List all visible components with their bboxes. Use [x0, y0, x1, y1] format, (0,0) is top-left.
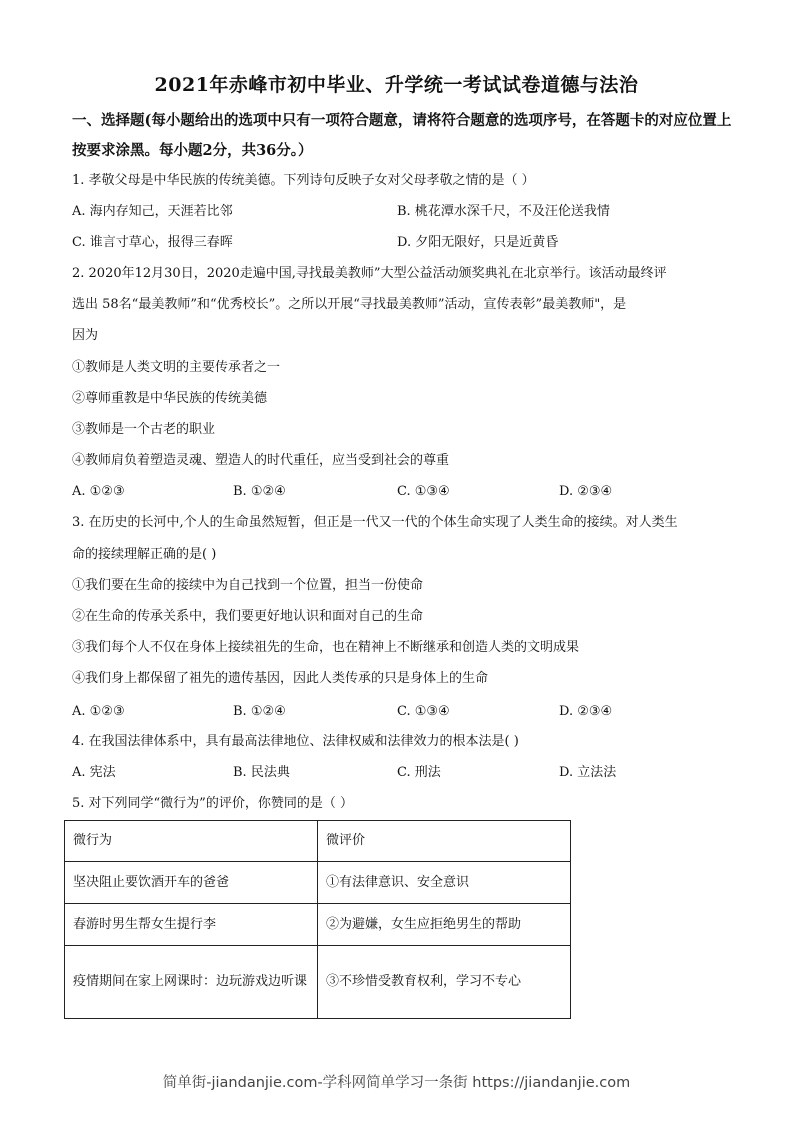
q2-statement-1: ①教师是人类文明的主要传承者之一 — [72, 360, 281, 375]
q4-option-d: D. 立法法 — [559, 765, 617, 780]
table-row — [65, 904, 571, 946]
q2-statement-3: ③教师是一个古老的职业 — [72, 422, 216, 437]
table-header-cell: 微行为 — [65, 821, 318, 862]
q3-option-d: D. ②③④ — [559, 704, 613, 719]
q1-option-d: D. 夕阳无限好，只是近黄昏 — [397, 235, 559, 250]
footer-watermark-text: 简单街-jiandanjie.com-学科网简单学习一条街 https://jiandanjie.com — [162, 1075, 631, 1091]
table-cell: ②为避嫌，女生应拒绝男生的帮助 — [318, 904, 571, 946]
q3-statement-1: ①我们要在生命的接续中为自己找到一个位置，担当一份使命 — [72, 578, 424, 593]
q3-statement-2: ②在生命的传承关系中，我们要更好地认识和面对自己的生命 — [72, 609, 424, 624]
q1-stem: 1. 孝敬父母是中华民族的传统美德。下列诗句反映子女对父母孝敬之情的是（ ） — [72, 173, 535, 188]
q4-stem: 4. 在我国法律体系中，具有最高法律地位、法律权威和法律效力的根本法是( ) — [72, 734, 519, 749]
q3-stem-line1: 3. 在历史的长河中,个人的生命虽然短暂，但正是一代又一代的个体生命实现了人类生命的接续。对人类生 — [72, 515, 678, 530]
q4-option-a: A. 宪法 — [72, 765, 116, 780]
table-header-cell: 微评价 — [318, 821, 571, 862]
q4-option-c: C. 刑法 — [397, 765, 441, 780]
q5-table — [64, 820, 571, 1019]
section-heading: 一、选择题(每小题给出的选项中只有一项符合题意，请将符合题意的选项序号，在答题卡的对应位置上按要求涂黑。每小题2分，共36分。） — [72, 112, 732, 159]
q2-stem-line3: 因为 — [72, 328, 99, 343]
table-header-row — [65, 821, 571, 862]
table-cell: 春游时男生帮女生提行李 — [65, 904, 318, 946]
q2-option-a: A. ①②③ — [72, 484, 125, 499]
q4-option-b: B. 民法典 — [233, 765, 290, 780]
q2-stem-line1: 2. 2020年12月30日，2020走遍中国,寻找最美教师”大型公益活动颁奖典礼在北京举行。该活动最终评 — [72, 266, 667, 281]
q3-option-c: C. ①③④ — [397, 704, 450, 719]
q5-stem: 5. 对下列同学“微行为”的评价，你赞同的是（ ） — [72, 796, 353, 811]
q1-option-a: A. 海内存知己，天涯若比邻 — [72, 204, 233, 219]
table-row — [65, 946, 571, 1019]
q2-statement-4: ④教师肩负着塑造灵魂、塑造人的时代重任，应当受到社会的尊重 — [72, 453, 450, 468]
page-title: 2021年赤峰市初中毕业、升学统一考试试卷道德与法治 — [154, 74, 639, 96]
table-cell: 疫情期间在家上网课时：边玩游戏边听课 — [65, 946, 318, 1019]
q3-statement-3: ③我们每个人不仅在身体上接续祖先的生命，也在精神上不断继承和创造人类的文明成果 — [72, 640, 580, 655]
q1-option-c: C. 谁言寸草心，报得三春晖 — [72, 235, 233, 250]
q3-option-b: B. ①②④ — [233, 704, 286, 719]
table-cell: ③不珍惜受教育权利，学习不专心 — [318, 946, 571, 1019]
q3-stem-line2: 命的接续理解正确的是( ) — [72, 547, 217, 562]
q2-option-d: D. ②③④ — [559, 484, 613, 499]
table-cell: ①有法律意识、安全意识 — [318, 862, 571, 904]
q3-statement-4: ④我们身上都保留了祖先的遗传基因，因此人类传承的只是身体上的生命 — [72, 671, 489, 686]
q2-statement-2: ②尊师重教是中华民族的传统美德 — [72, 391, 268, 406]
table-cell: 坚决阻止要饮酒开车的爸爸 — [65, 862, 318, 904]
q2-stem-line2: 选出 58名“最美教师”和“优秀校长”。之所以开展“寻找最美教师”活动，宣传表彰”最美教师"，是 — [72, 297, 627, 312]
table-row — [65, 862, 571, 904]
q2-option-b: B. ①②④ — [233, 484, 286, 499]
q3-option-a: A. ①②③ — [72, 704, 125, 719]
q2-option-c: C. ①③④ — [397, 484, 450, 499]
q1-option-b: B. 桃花潭水深千尺，不及汪伦送我情 — [397, 204, 610, 219]
